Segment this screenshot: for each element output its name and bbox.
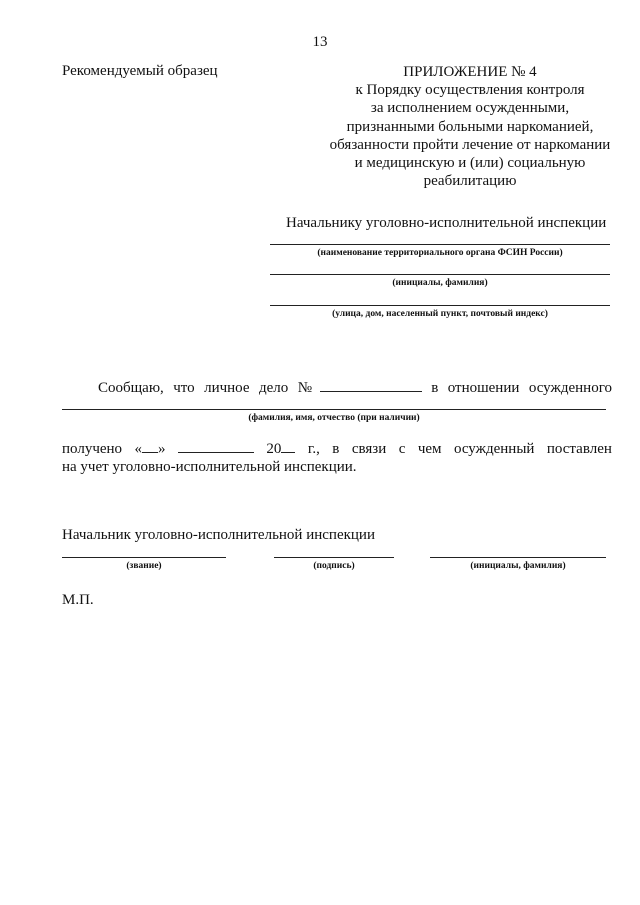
signature-field[interactable] [274, 557, 394, 558]
number-sign: № [297, 380, 312, 396]
appendix-block [305, 63, 635, 190]
body-line-2 [62, 440, 612, 458]
signature-title: Начальник уголовно-исполнительной инспекции [62, 527, 375, 543]
sample-label: Рекомендуемый образец [62, 63, 218, 79]
month-field[interactable] [178, 440, 254, 453]
day-field[interactable] [142, 440, 158, 453]
convict-name-field[interactable] [62, 409, 606, 410]
body-word: чем [417, 441, 442, 457]
signer-name-field[interactable] [430, 557, 606, 558]
appendix-line: за исполнением осужденными, [370, 100, 570, 117]
addressee-title: Начальнику уголовно-исполнительной инспекции [286, 215, 607, 231]
body-word: с [398, 441, 406, 457]
address-field[interactable] [270, 305, 610, 306]
body-word: в [431, 380, 439, 396]
signature-caption: (подпись) [313, 561, 355, 571]
appendix-line: реабилитацию [423, 173, 517, 190]
appendix-line: и медицинскую и (или) социальную [354, 155, 586, 172]
body-word: получено [62, 441, 123, 457]
rank-caption: (звание) [126, 561, 162, 571]
body-word: дело [258, 380, 289, 396]
org-name-caption: (наименование территориального органа ФСИН России) [317, 248, 563, 258]
body-word: Сообщаю, [98, 380, 164, 396]
appendix-line: обязанности пройти лечение от наркомании [329, 136, 611, 153]
body-word: отношении [447, 380, 520, 396]
seal-label: М.П. [62, 592, 94, 608]
body-word: г., [307, 441, 320, 457]
appendix-line: к Порядку осуществления контроля [355, 82, 585, 99]
org-name-field[interactable] [270, 244, 610, 245]
case-number-group [298, 379, 422, 397]
year-field[interactable] [281, 440, 295, 453]
appendix-line: признанными больными наркоманией, [346, 118, 594, 135]
case-number-field[interactable] [320, 379, 422, 392]
body-word: осужденный [453, 441, 535, 457]
body-line-1 [98, 379, 612, 397]
date-day-group [135, 440, 166, 458]
quote-open: « [134, 441, 142, 457]
address-caption: (улица, дом, населенный пункт, почтовый индекс) [332, 309, 548, 319]
date-year-group [266, 440, 295, 458]
body-line-3: на учет уголовно-исполнительной инспекции. [62, 459, 357, 475]
body-word: осужденного [528, 380, 612, 396]
body-word: в [332, 441, 340, 457]
page-number: 13 [312, 34, 328, 50]
rank-field[interactable] [62, 557, 226, 558]
appendix-title: ПРИЛОЖЕНИЕ № 4 [403, 64, 537, 80]
body-word: личное [204, 380, 250, 396]
body-word: поставлен [546, 441, 612, 457]
year-prefix: 20 [266, 441, 282, 457]
quote-close: » [158, 441, 166, 457]
addressee-name-field[interactable] [270, 274, 610, 275]
body-word: что [173, 380, 195, 396]
body-word: связи [351, 441, 387, 457]
addressee-name-caption: (инициалы, фамилия) [392, 278, 488, 288]
signer-name-caption: (инициалы, фамилия) [470, 561, 566, 571]
convict-name-caption: (фамилия, имя, отчество (при наличии) [248, 413, 420, 423]
